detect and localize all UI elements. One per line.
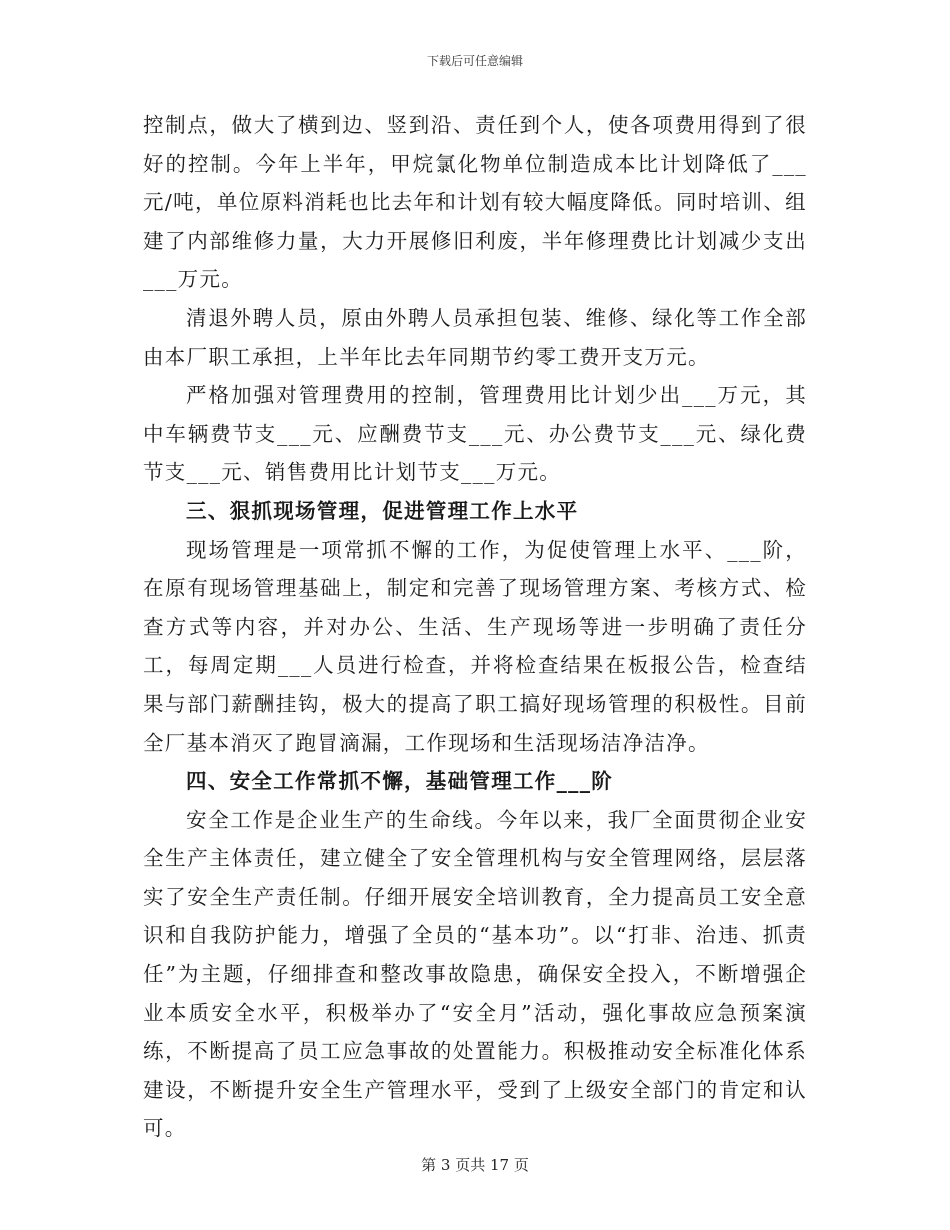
- document-body: [143, 106, 807, 1148]
- section-heading-safety: 四、安全工作常抓不懈，基础管理工作___阶: [186, 769, 614, 794]
- paragraph-external-staff: 清退外聘人员，原由外聘人员承担包装、维修、绿化等工作全部由本厂职工承担，上半年比去年同期节约零工费开支万元。: [143, 305, 807, 369]
- paragraph-site-management: 现场管理是一项常抓不懈的工作，为促使管理上水平、___阶，在原有现场管理基础上，制定和完善了现场管理方案、考核方式、检查方式等内容，并对办公、生活、生产现场等进一步明确了责任分工，每周定期___人员进行检查，并将检查结果在板报公告，检查结果与部门薪酬挂钩，极大的提高了职工搞好现场管理的积极性。目前全厂基本消灭了跑冒滴漏，工作现场和生活现场洁净洁净。: [143, 537, 807, 755]
- section-heading-site-management: 三、狠抓现场管理，促进管理工作上水平: [186, 498, 579, 523]
- page-footer: 第 3 页共 17 页: [421, 1156, 529, 1174]
- paragraph-management-fees: 严格加强对管理费用的控制，管理费用比计划少出___万元，其中车辆费节支___元、应酬费节支___元、办公费节支___元、绿化费节支___元、销售费用比计划节支___万元。: [143, 383, 807, 485]
- paragraph-cost-control: 控制点，做大了横到边、竖到沿、责任到个人，使各项费用得到了很好的控制。今年上半年，甲烷氯化物单位制造成本比计划降低了___元/吨，单位原料消耗也比去年和计划有较大幅度降低。同时培训、组建了内部维修力量，大力开展修旧利废，半年修理费比计划减少支出___万元。: [143, 113, 807, 292]
- page-header: 下载后可任意编辑: [426, 54, 523, 68]
- paragraph-safety: 安全工作是企业生产的生命线。今年以来，我厂全面贯彻企业安全生产主体责任，建立健全了安全管理机构与安全管理网络，层层落实了安全生产责任制。仔细开展安全培训教育，全力提高员工安全意识和自我防护能力，增强了全员的“基本功”。以“打非、治违、抓责任”为主题，仔细排查和整改事故隐患，确保安全投入，不断增强企业本质安全水平，积极举办了“安全月”活动，强化事故应急预案演练，不断提高了员工应急事故的处置能力。积极推动安全标准化体系建设，不断提升安全生产管理水平，受到了上级安全部门的肯定和认可。: [143, 807, 807, 1141]
